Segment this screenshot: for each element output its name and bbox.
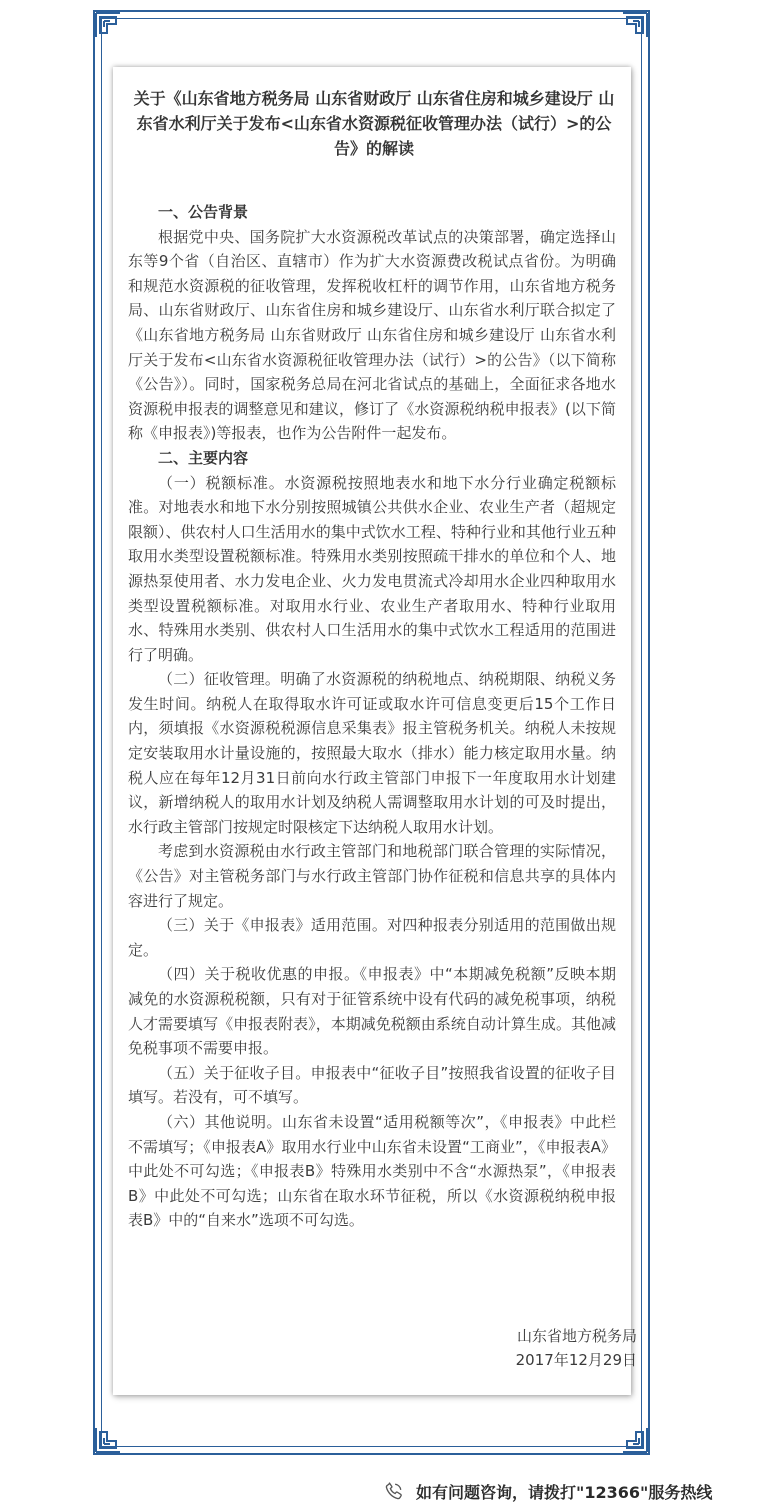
signature-org: 山东省地方税务局: [516, 1327, 637, 1345]
corner-ornament-icon: [622, 1427, 648, 1453]
section-heading: 二、主要内容: [158, 448, 249, 467]
paragraph: 考虑到水资源税由水行政主管部门和地税部门联合管理的实际情况，《公告》对主管税务部门与水行政主管部门协作征税和信息共享的具体内容进行了规定。: [128, 842, 616, 910]
paragraph: （四）关于税收优惠的申报。《申报表》中“本期减免税额”反映本期减免的水资源税税额，只有对于征管系统中设有代码的减免税事项，纳税人才需要填写《申报表附表》，本期减免税额由系统自动计算生成。其他减免税事项不需要申报。: [128, 965, 616, 1058]
corner-ornament-icon: [95, 12, 121, 38]
paragraph: （一）税额标准。水资源税按照地表水和地下水分行业确定税额标准。对地表水和地下水分别按照城镇公共供水企业、农业生产者（超规定限额）、供农村人口生活用水的集中式饮水工程、特种行业和其他行业五种取用水类型设置税额标准。特殊用水类别按照疏干排水的单位和个人、地源热泵使用者、水力发电企业、火力发电贯流式冷却用水企业四种取用水类型设置税额标准。对取用水行业、农业生产者取用水、特种行业取用水、特殊用水类别、供农村人口生活用水的集中式饮水工程适用的范围进行了明确。: [128, 473, 616, 664]
hotline-banner: [384, 1476, 712, 1506]
document-body: [128, 200, 616, 1233]
hotline-text: 如有问题咨询，请拨打"12366"服务热线: [416, 1482, 713, 1502]
section-heading: 一、公告背景: [158, 203, 249, 221]
paragraph: （三）关于《申报表》适用范围。对四种报表分别适用的范围做出规定。: [128, 916, 616, 959]
phone-icon: [384, 1481, 404, 1501]
document-title: 关于《山东省地方税务局 山东省财政厅 山东省住房和城乡建设厅 山东省水利厅关于发布<山东省水资源税征收管理办法（试行）>的公告》的解读: [133, 89, 615, 158]
paragraph: （二）征收管理。明确了水资源税的纳税地点、纳税期限、纳税义务发生时间。纳税人在取得取水许可证或取水许可信息变更后15个工作日内，须填报《水资源税税源信息采集表》报主管税务机关。纳税人未按规定安装取用水计量设施的，按照最大取水（排水）能力核定取用水量。纳税人应在每年12月31日前向水行政主管部门申报下一年度取用水计划建议，新增纳税人的取用水计划及纳税人需调整取用水计划的可及时提出，水行政主管部门按规定时限核定下达纳税人取用水计划。: [128, 670, 616, 836]
corner-ornament-icon: [95, 1427, 121, 1453]
signature-block: [400, 1324, 637, 1372]
paragraph: 根据党中央、国务院扩大水资源税改革试点的决策部署，确定选择山东等9个省（自治区、直辖市）作为扩大水资源费改税试点省份。为明确和规范水资源税的征收管理，发挥税收杠杆的调节作用，山东省地方税务局、山东省财政厅、山东省住房和城乡建设厅、山东省水利厅联合拟定了《山东省地方税务局 山东省财政厅 山东省住房和城乡建设厅 山东省水利厅关于发布<山东省水资源税征收管理办法（试行）>的公告》（以下简称《公告》）。同时，国家税务总局在河北省试点的基础上，全面征求各地水资源税申报表的调整意见和建议，修订了《水资源税纳税申报表》(以下简称《申报表》)等报表，也作为公告附件一起发布。: [128, 227, 616, 443]
paragraph: （五）关于征收子目。申报表中“征收子目”按照我省设置的征收子目填写。若没有，可不填写。: [128, 1063, 616, 1107]
corner-ornament-icon: [622, 12, 648, 38]
paragraph: （六）其他说明。山东省未设置“适用税额等次”，《申报表》中此栏不需填写；《申报表A》取用水行业中山东省未设置“工商业”，《申报表A》中此处不可勾选；《申报表B》特殊用水类别中不含“水源热泵”，《申报表B》中此处不可勾选；山东省在取水环节征税，所以《水资源税纳税申报表B》中的“自来水”选项不可勾选。: [128, 1112, 616, 1230]
signature-date: 2017年12月29日: [515, 1351, 637, 1369]
